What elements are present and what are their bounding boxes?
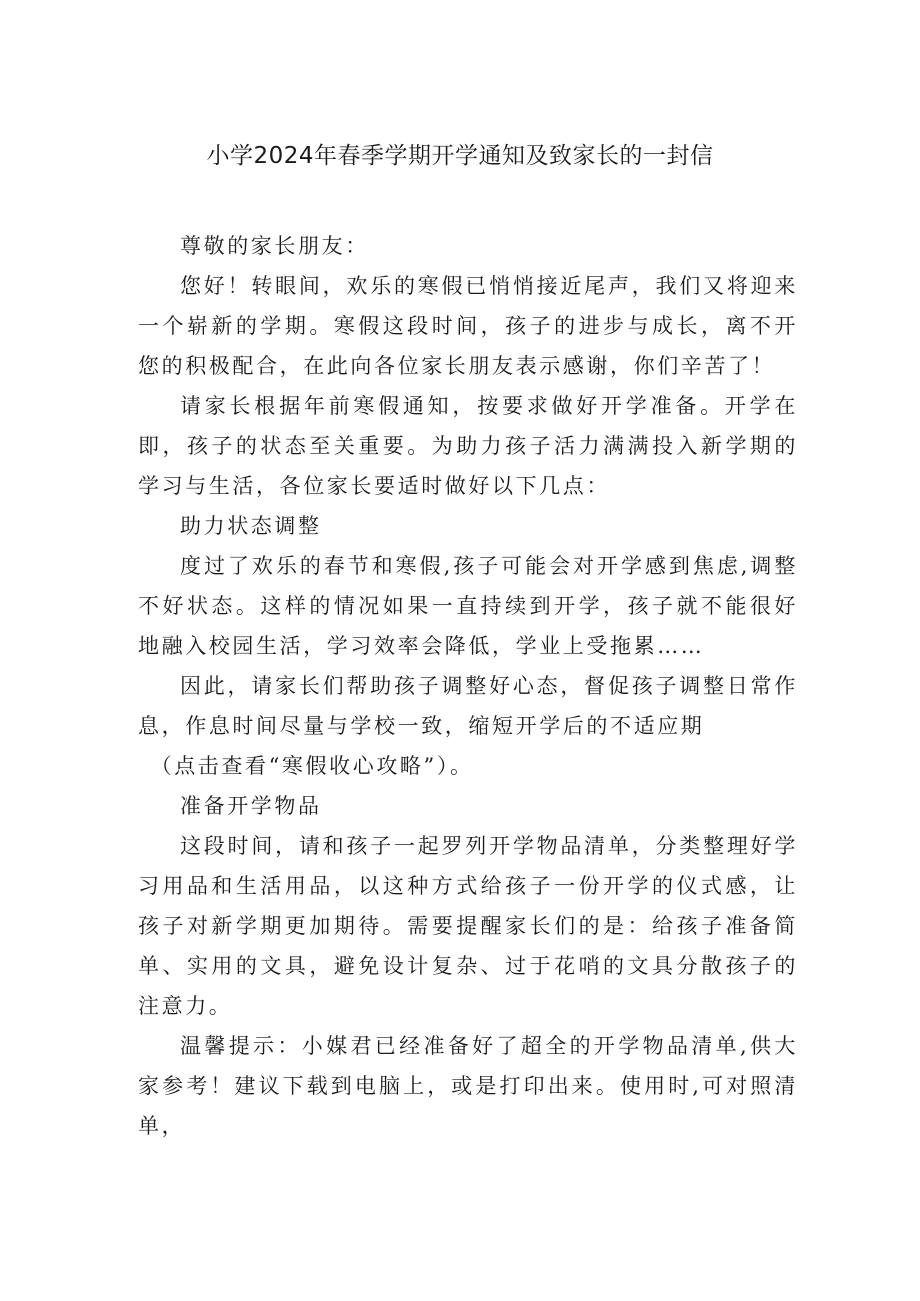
salutation: 尊敬的家长朋友： [180,234,369,258]
document-title: 小学2024年春季学期开学通知及致家长的一封信 [206,143,714,169]
paragraph-preparation: 请家长根据年前寒假通知，按要求做好开学准备。开学在即，孩子的状态至关重要。为助力孩子活力满满投入新学期的学习与生活，各位家长要适时做好以下几点： [138,394,798,498]
document-body [138,226,798,1146]
paragraph-state-advice: 因此，请家长们帮助孩子调整好心态，督促孩子调整日常作息，作息时间尽量与学校一致，缩短开学后的不适应期 [138,674,798,738]
paragraph-supplies: 这段时间，请和孩子一起罗列开学物品清单，分类整理好学习用品和生活用品，以这种方式给孩子一份开学的仪式感，让孩子对新学期更加期待。需要提醒家长们的是：给孩子准备简单、实用的文具，避免设计复杂、过于花哨的文具分散孩子的注意力。 [138,834,798,1018]
section-heading-state-adjustment: 助力状态调整 [180,514,322,538]
winter-guide-link[interactable]: （点击查看“寒假收心攻略”）。 [150,754,474,778]
section-heading-school-supplies: 准备开学物品 [180,794,322,818]
paragraph-tip: 温馨提示：小媒君已经准备好了超全的开学物品清单,供大家参考！建议下载到电脑上，或是打印出来。使用时,可对照清单， [138,1034,798,1138]
paragraph-state-concern: 度过了欢乐的春节和寒假,孩子可能会对开学感到焦虑,调整不好状态。这样的情况如果一直持续到开学，孩子就不能很好地融入校园生活，学习效率会降低，学业上受拖累…… [138,554,798,658]
paragraph-greeting: 您好！转眼间，欢乐的寒假已悄悄接近尾声，我们又将迎来一个崭新的学期。寒假这段时间，孩子的进步与成长，离不开您的积极配合，在此向各位家长朋友表示感谢，你们辛苦了！ [138,274,798,378]
